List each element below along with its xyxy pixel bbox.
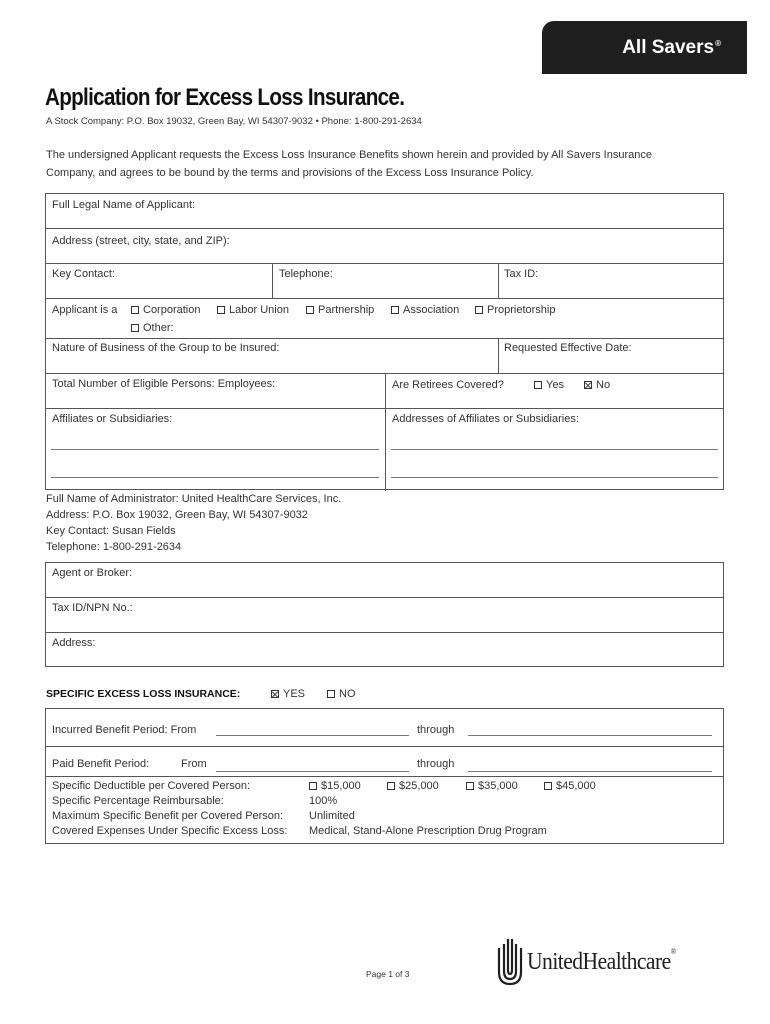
administrator-name: Full Name of Administrator: United HealthCare Services, Inc. [46, 493, 342, 505]
page-number: Page 1 of 3 [366, 969, 410, 979]
agent-section [45, 562, 724, 667]
affiliates-row [46, 409, 723, 491]
telephone-label: Telephone: [279, 268, 333, 280]
incurred-period-row [46, 709, 723, 747]
key-contact-field[interactable] [46, 264, 272, 298]
checked-checkbox-icon[interactable] [584, 381, 592, 389]
paid-from-line[interactable] [216, 771, 409, 772]
checkbox-icon[interactable] [544, 782, 552, 790]
agent-address-field[interactable] [46, 633, 723, 668]
covered-expenses-value: Medical, Stand-Alone Prescription Drug Program [309, 825, 547, 837]
partnership-option[interactable]: Partnership [306, 304, 374, 316]
nature-of-business-label: Nature of Business of the Group to be Insured: [52, 342, 280, 354]
max-benefit-label: Maximum Specific Benefit per Covered Person: [52, 810, 284, 822]
specific-excess-heading: SPECIFIC EXCESS LOSS INSURANCE: [46, 688, 241, 700]
applicant-info-section [45, 193, 724, 490]
effective-date-label: Requested Effective Date: [504, 342, 632, 354]
contact-row [46, 264, 723, 299]
specific-yes-option[interactable]: YES [271, 688, 305, 700]
applicant-address-label: Address (street, city, state, and ZIP): [52, 235, 230, 247]
deductible-45000-option[interactable]: $45,000 [544, 780, 596, 792]
business-row [46, 339, 723, 374]
page-title: Application for Excess Loss Insurance. [45, 84, 405, 111]
affiliates-field[interactable] [46, 409, 385, 491]
unitedhealthcare-logo [497, 936, 727, 986]
tax-id-field[interactable] [498, 264, 723, 298]
deductible-15000-option[interactable]: $15,000 [309, 780, 361, 792]
tax-npn-label: Tax ID/NPN No.: [52, 602, 133, 614]
retirees-no-option[interactable]: No [584, 379, 610, 391]
intro-line-2: Company, and agrees to be bound by the terms and provisions of the Excess Loss Insurance Policy. [46, 167, 534, 179]
full-legal-name-field[interactable] [46, 194, 723, 229]
specific-details [46, 777, 723, 845]
checkbox-icon[interactable] [387, 782, 395, 790]
association-option[interactable]: Association [391, 304, 459, 316]
key-contact-label: Key Contact: [52, 268, 115, 280]
checkbox-icon[interactable] [306, 306, 314, 314]
paid-through-label: through [417, 758, 455, 770]
effective-date-field[interactable] [498, 339, 723, 373]
company-address-line: A Stock Company: P.O. Box 19032, Green Bay, WI 54307-9032 • Phone: 1-800-291-2634 [46, 116, 422, 127]
deductible-35000-option[interactable]: $35,000 [466, 780, 518, 792]
eligibility-row [46, 374, 723, 409]
affiliates-addresses-line-1[interactable] [391, 449, 718, 450]
other-option[interactable]: Other: [131, 322, 174, 334]
proprietorship-option[interactable]: Proprietorship [475, 304, 555, 316]
paid-from-label: From [181, 758, 207, 770]
paid-period-row [46, 747, 723, 777]
percentage-label: Specific Percentage Reimbursable: [52, 795, 224, 807]
percentage-value: 100% [309, 795, 338, 807]
brand-registered-mark: ® [715, 39, 721, 48]
paid-through-line[interactable] [468, 771, 712, 772]
checked-checkbox-icon[interactable] [271, 690, 279, 698]
retirees-covered-label: Are Retirees Covered? [392, 379, 504, 391]
agent-or-broker-field[interactable] [46, 563, 723, 598]
specific-no-option[interactable]: NO [327, 688, 356, 700]
brand-name: All Savers [622, 36, 715, 58]
intro-line-1: The undersigned Applicant requests the Excess Loss Insurance Benefits shown herein and provided by All Savers Insurance [46, 149, 652, 161]
applicant-address-field[interactable] [46, 229, 723, 264]
retirees-yes-option[interactable]: Yes [534, 379, 564, 391]
incurred-from-line[interactable] [216, 735, 409, 736]
eligible-persons-field[interactable] [46, 374, 385, 408]
applicant-is-label: Applicant is a [52, 304, 118, 316]
nature-of-business-field[interactable] [46, 339, 498, 373]
paid-period-label: Paid Benefit Period: [52, 758, 150, 770]
administrator-contact: Key Contact: Susan Fields [46, 525, 176, 537]
deductible-25000-option[interactable]: $25,000 [387, 780, 439, 792]
affiliates-line-2[interactable] [51, 477, 379, 478]
affiliates-line-1[interactable] [51, 449, 379, 450]
deductible-label: Specific Deductible per Covered Person: [52, 780, 251, 792]
affiliates-addresses-field[interactable] [385, 409, 723, 491]
labor-union-option[interactable]: Labor Union [217, 304, 289, 316]
affiliates-label: Affiliates or Subsidiaries: [52, 413, 173, 425]
checkbox-icon[interactable] [131, 324, 139, 332]
covered-expenses-label: Covered Expenses Under Specific Excess Loss: [52, 825, 288, 837]
administrator-phone: Telephone: 1-800-291-2634 [46, 541, 182, 553]
incurred-through-label: through [417, 724, 455, 736]
agent-or-broker-label: Agent or Broker: [52, 567, 133, 579]
affiliates-addresses-line-2[interactable] [391, 477, 718, 478]
full-legal-name-label: Full Legal Name of Applicant: [52, 199, 196, 211]
checkbox-icon[interactable] [131, 306, 139, 314]
intro-paragraph [46, 146, 726, 182]
tax-npn-field[interactable] [46, 598, 723, 633]
telephone-field[interactable] [272, 264, 498, 298]
checkbox-icon[interactable] [327, 690, 335, 698]
checkbox-icon[interactable] [391, 306, 399, 314]
affiliates-addresses-label: Addresses of Affiliates or Subsidiaries: [392, 413, 579, 425]
checkbox-icon[interactable] [475, 306, 483, 314]
agent-address-label: Address: [52, 637, 96, 649]
max-benefit-value: Unlimited [309, 810, 355, 822]
checkbox-icon[interactable] [217, 306, 225, 314]
checkbox-icon[interactable] [466, 782, 474, 790]
incurred-through-line[interactable] [468, 735, 712, 736]
checkbox-icon[interactable] [309, 782, 317, 790]
eligible-persons-label: Total Number of Eligible Persons: Employees: [52, 378, 276, 390]
tax-id-label: Tax ID: [504, 268, 539, 280]
incurred-period-label: Incurred Benefit Period: From [52, 724, 197, 736]
retirees-covered-field [385, 374, 723, 408]
all-savers-brand-tab [542, 21, 747, 74]
uhc-u-logo-icon [497, 936, 523, 986]
specific-excess-section [45, 708, 724, 844]
applicant-type-row [46, 299, 723, 339]
corporation-option[interactable]: Corporation [131, 304, 200, 316]
administrator-address: Address: P.O. Box 19032, Green Bay, WI 54307-9032 [46, 509, 308, 521]
uhc-wordmark: UnitedHealthcare® [527, 947, 676, 975]
checkbox-icon[interactable] [534, 381, 542, 389]
